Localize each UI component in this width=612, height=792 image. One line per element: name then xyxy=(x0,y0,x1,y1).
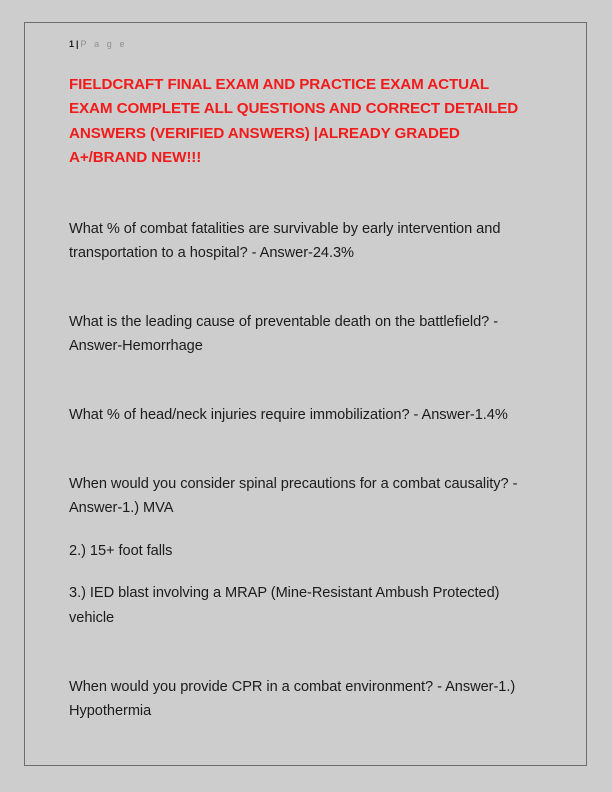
qa-block-survivable-fatalities xyxy=(69,217,564,266)
qa-line: When would you provide CPR in a combat environment? - Answer-1.) Hypothermia xyxy=(69,678,516,720)
qa-block-preventable-death xyxy=(69,310,564,359)
qa-line: 2.) 15+ foot falls xyxy=(69,542,173,559)
page-header-label: P a g e xyxy=(80,39,128,49)
running-header xyxy=(69,37,564,51)
page-content-area xyxy=(69,37,564,724)
document-page xyxy=(24,22,587,766)
qa-block-spinal-item-2 xyxy=(69,539,564,564)
qa-line: 3.) IED blast involving a MRAP (Mine-Resistant Ambush Protected) vehicle xyxy=(69,585,500,626)
page-number: 1 xyxy=(69,39,75,49)
document-title: FIELDCRAFT FINAL EXAM AND PRACTICE EXAM ACTUAL EXAM COMPLETE ALL QUESTIONS AND CORRECT DETAILED ANSWERS (VERIFIED ANSWERS) |ALREADY GRADED A+/BRAND NEW!!! xyxy=(69,76,519,167)
qa-line: When would you consider spinal precautions for a combat causality? - Answer-1.) MVA xyxy=(69,475,518,517)
page-header-separator: | xyxy=(76,39,79,49)
qa-line: What is the leading cause of preventable death on the battlefield? - Answer-Hemorrhage xyxy=(69,313,499,355)
qa-line: What % of combat fatalities are survivable by early intervention and transportation to a hospital? - Answer-24.3% xyxy=(69,220,501,262)
qa-block-cpr-combat xyxy=(69,675,564,724)
qa-line: What % of head/neck injuries require immobilization? - Answer-1.4% xyxy=(69,407,508,423)
qa-block-spinal-item-3 xyxy=(69,581,564,630)
qa-block-spinal-precautions xyxy=(69,472,564,521)
qa-block-head-neck-immobilization xyxy=(69,403,564,428)
